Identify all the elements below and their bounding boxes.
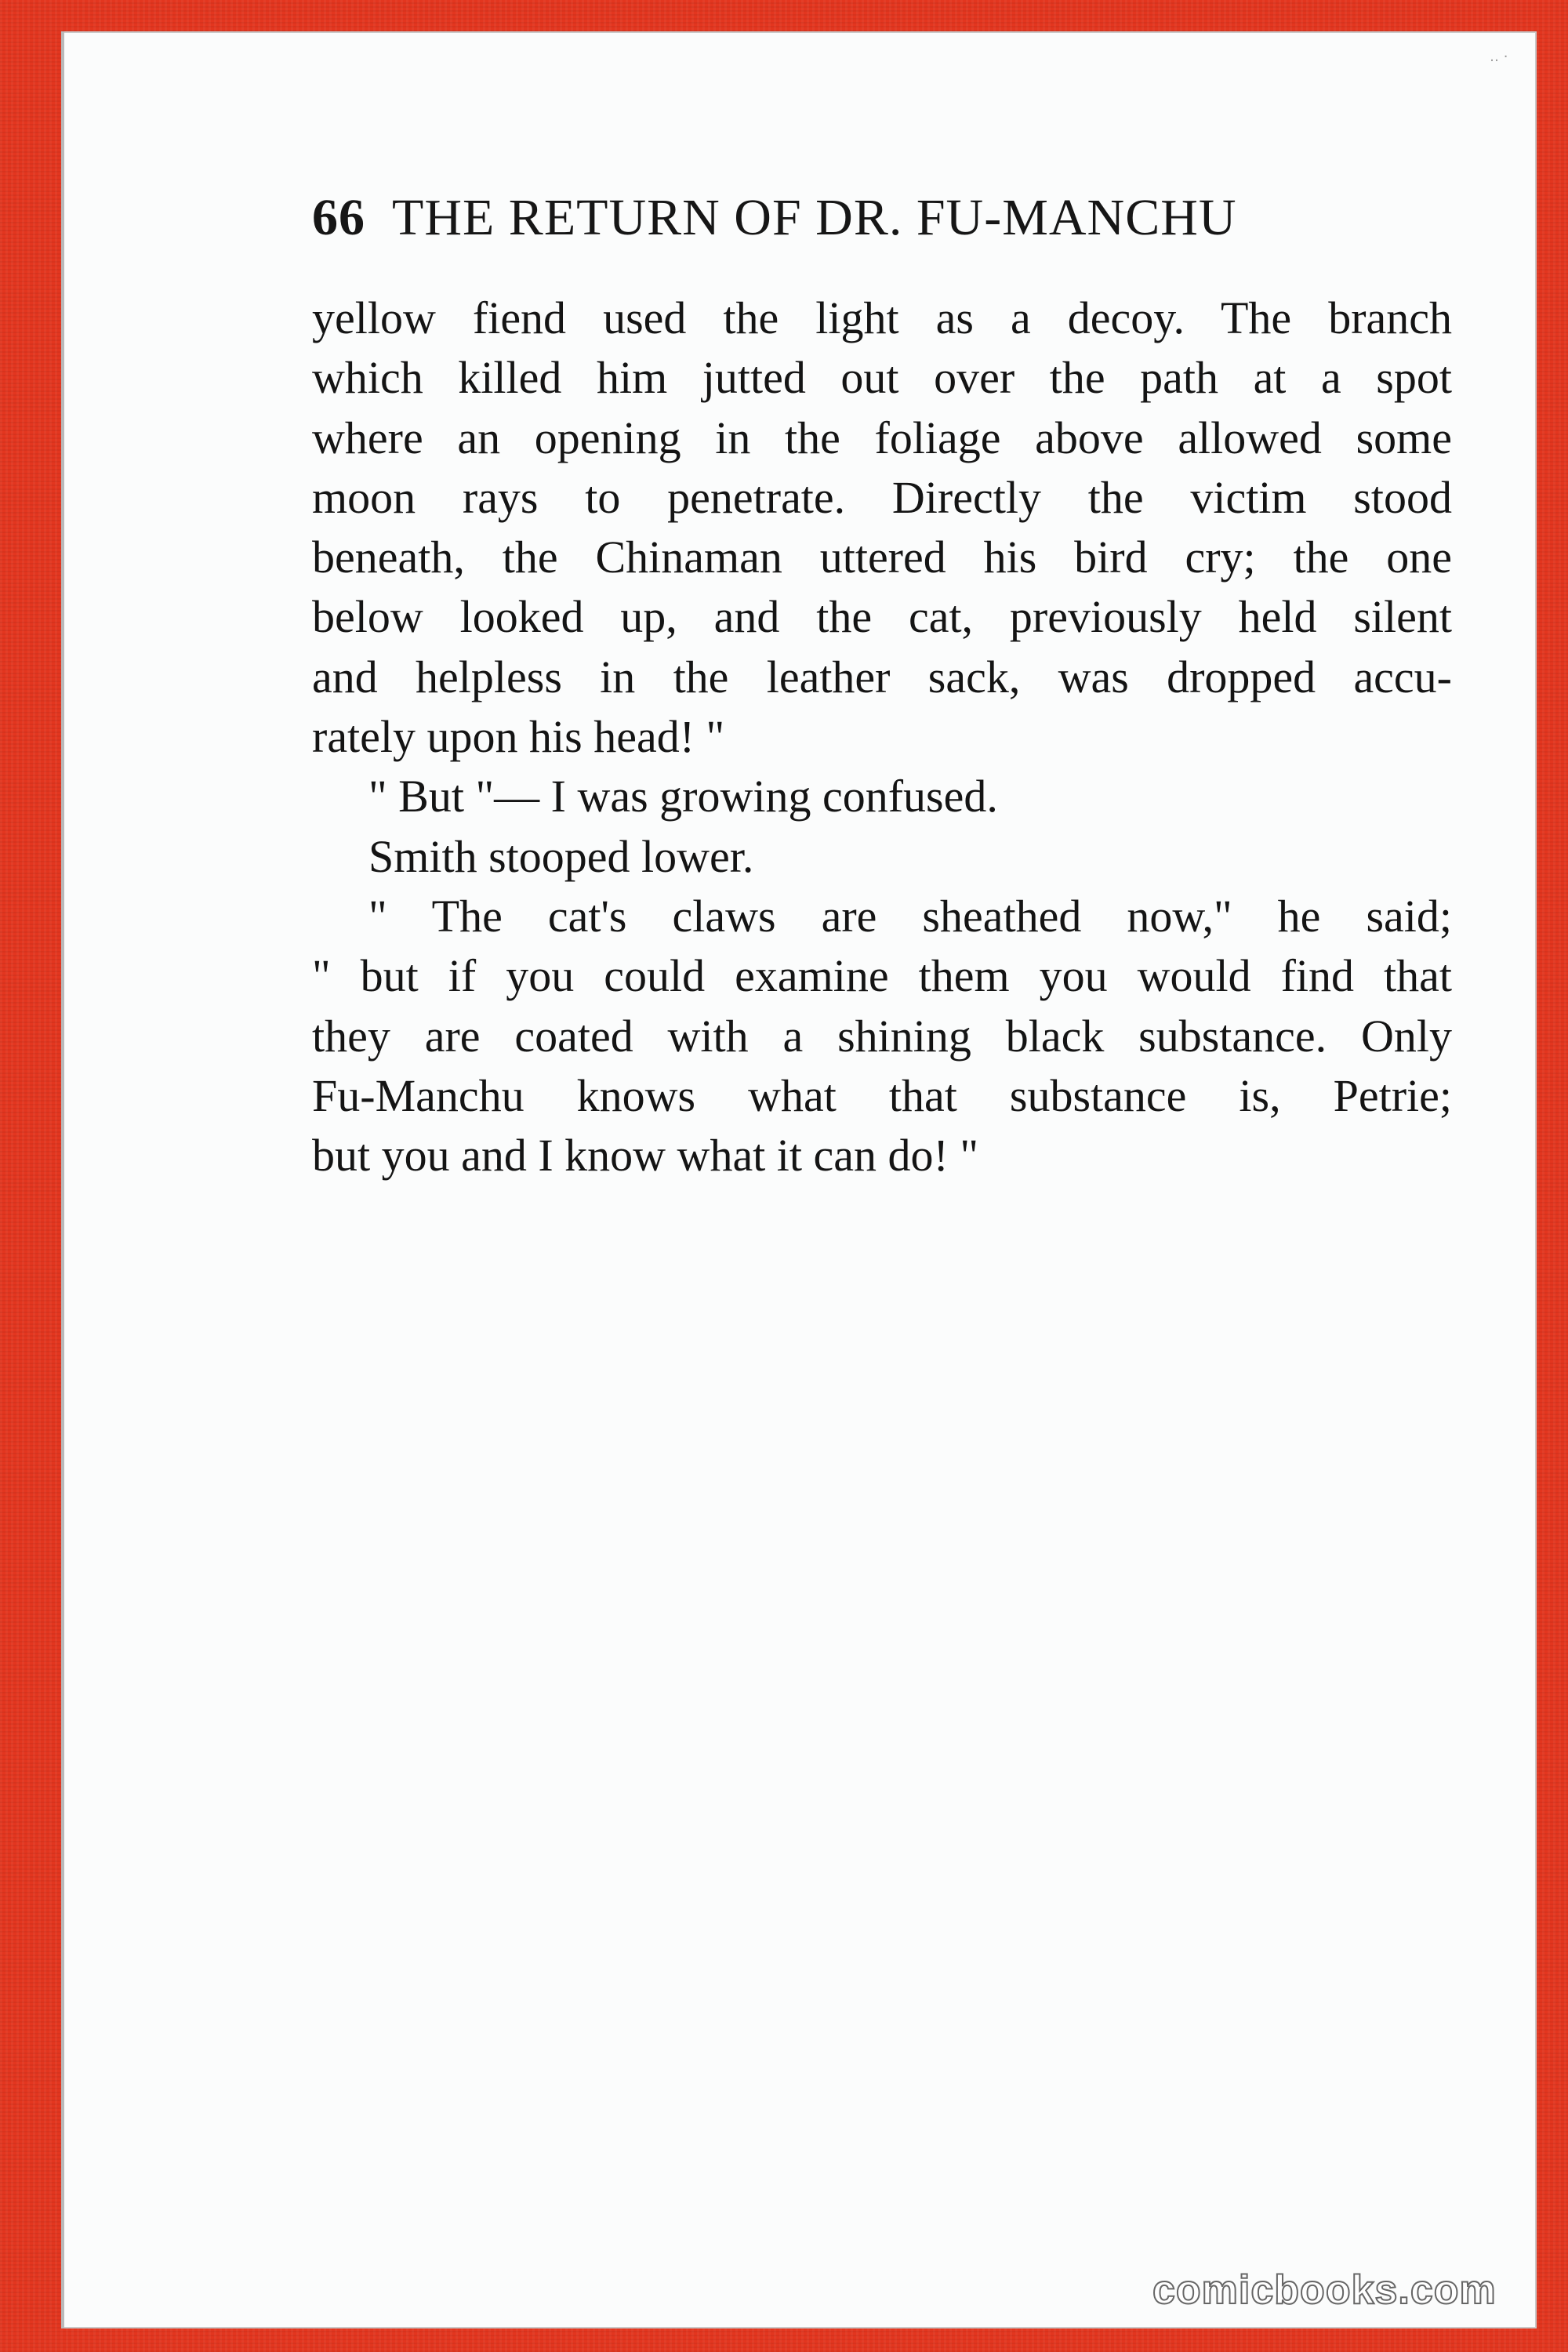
text-line: moon rays to penetrate. Directly the victim stood [312,471,1452,523]
running-header [312,188,1410,251]
running-title: THE RETURN OF DR. FU-MANCHU [392,189,1237,246]
page-left-edge [61,31,64,2328]
text-line: Smith stooped lower. [368,830,754,882]
text-line: " The cat's claws are sheathed now," he said; [368,890,1452,942]
corner-speck-mark: ‥ · [1490,49,1508,65]
text-line: but you and I know what it can do! " [312,1130,979,1181]
text-line: they are coated with a shining black substance. Only [312,1010,1452,1062]
text-line: where an opening in the foliage above allowed some [312,412,1452,463]
text-line: and helpless in the leather sack, was dropped accu- [312,651,1452,702]
page-number: 66 [312,189,365,246]
text-line: Fu-Manchu knows what that substance is, Petrie; [312,1069,1452,1121]
text-line: yellow fiend used the light as a decoy. The branch [312,292,1452,343]
body-text [312,289,1452,1185]
text-line: beneath, the Chinaman uttered his bird cry; the one [312,532,1452,583]
watermark-logo: comicbooks.com [1152,2267,1497,2313]
text-line: below looked up, and the cat, previously held silent [312,591,1452,643]
text-line: which killed him jutted out over the path at a spot [312,352,1452,404]
text-line: " but if you could examine them you would find that [312,950,1452,1002]
text-line: rately upon his head! " [312,711,725,763]
text-line: " But "— I was growing confused. [368,771,998,822]
